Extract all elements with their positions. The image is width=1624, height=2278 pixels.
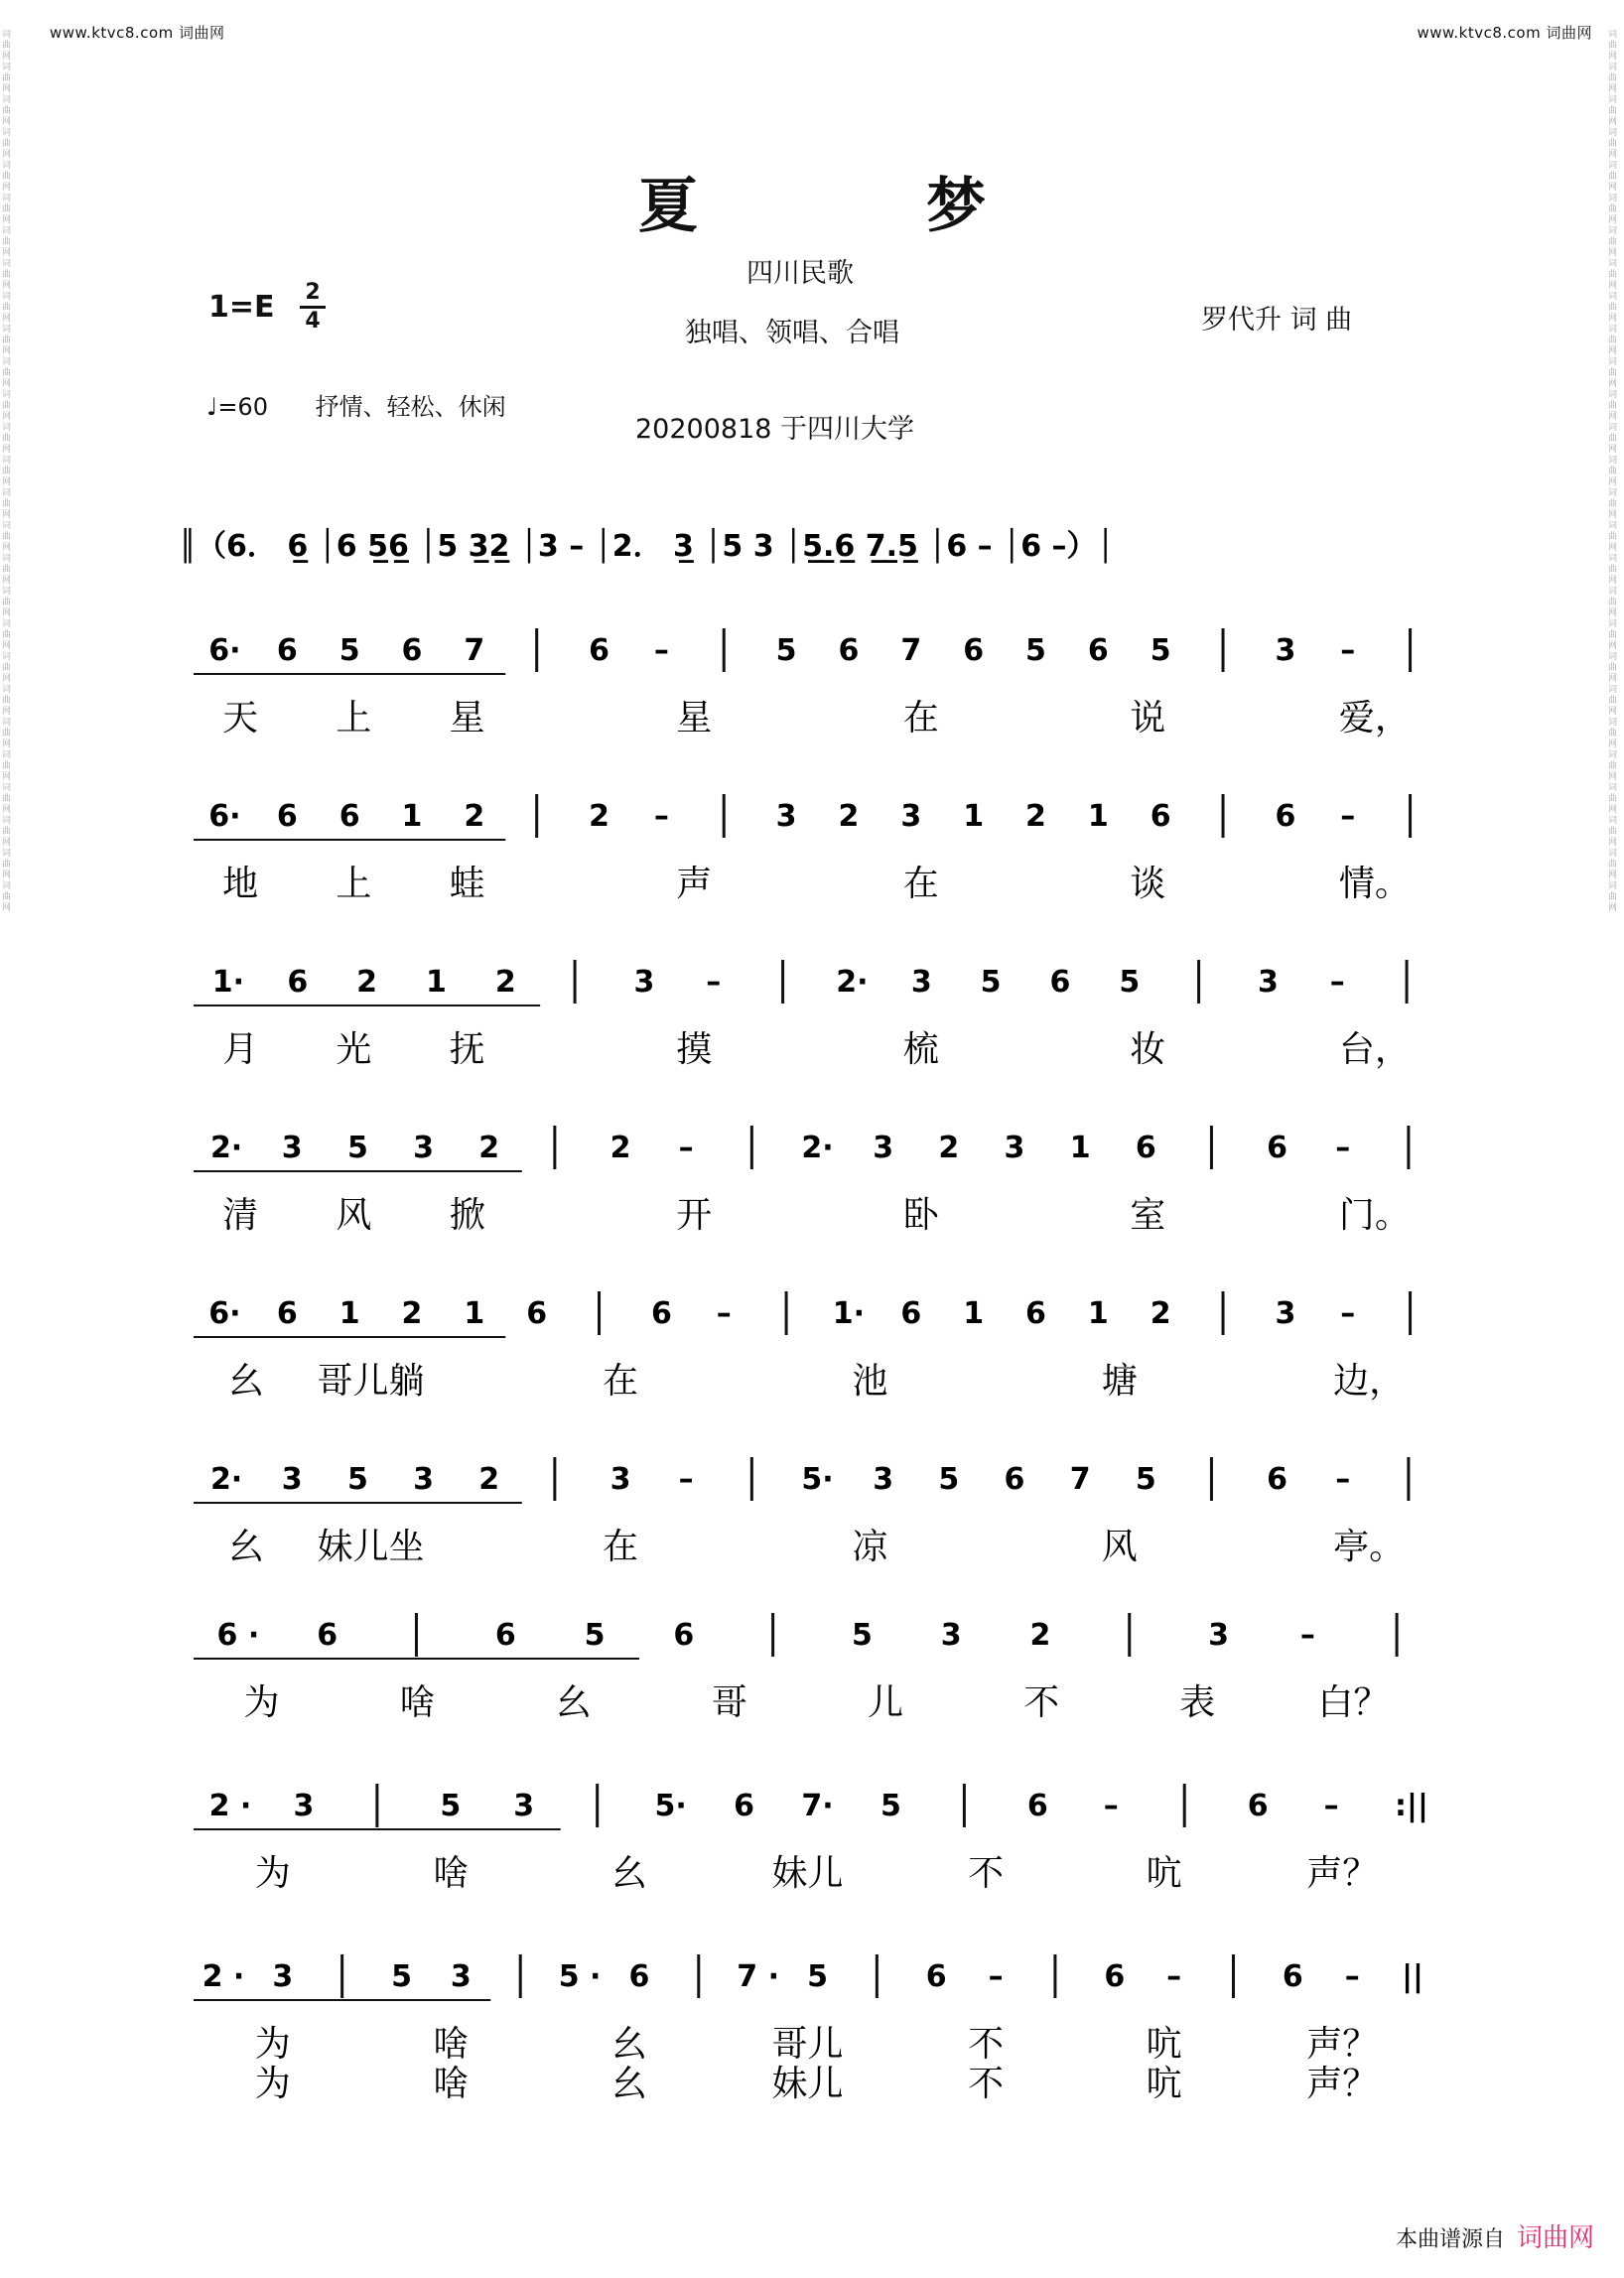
- score-note: –: [706, 965, 722, 1000]
- lyric: 为: [254, 1853, 291, 1894]
- lyric: 哥儿: [771, 2024, 844, 2065]
- score-note: 3: [281, 1462, 303, 1497]
- time-signature-bottom: 4: [305, 309, 321, 334]
- lyric: 妹儿: [771, 1853, 844, 1894]
- score-note: 3: [609, 1462, 631, 1497]
- lyric: 门。: [1338, 1195, 1411, 1236]
- score-note: 5: [775, 633, 797, 668]
- score-note: 5: [1135, 1462, 1156, 1497]
- lyric: 在: [602, 1361, 638, 1402]
- score-note: 6·: [208, 799, 241, 834]
- lyric: 说: [1130, 698, 1166, 738]
- score-note: 7·: [801, 1789, 834, 1823]
- score-note: 3: [633, 965, 655, 1000]
- score-note: 3: [513, 1789, 535, 1823]
- score-note: 3: [775, 799, 797, 834]
- final-barline: :||: [1395, 1789, 1428, 1823]
- footer-site: 词曲网: [1516, 2223, 1594, 2253]
- page-title: 夏梦: [638, 172, 1214, 241]
- score-note: 5: [938, 1462, 960, 1497]
- score-note: 6: [276, 1296, 298, 1331]
- lyric: 星: [676, 698, 713, 738]
- score-note: 5·: [801, 1462, 834, 1497]
- score-note: 6: [650, 1296, 672, 1331]
- score-note: 3: [293, 1789, 315, 1823]
- score-note: –: [678, 1131, 694, 1165]
- lyric: 抚: [449, 1029, 485, 1070]
- score-note: 2: [1029, 1618, 1051, 1653]
- score-note: 2: [356, 965, 378, 1000]
- lyric: 幺: [227, 1361, 264, 1402]
- score-note: –: [678, 1462, 694, 1497]
- lyric: 风: [336, 1195, 372, 1236]
- lyric-second-verse: 妹儿: [771, 2064, 844, 2104]
- author: 罗代升 词 曲: [1201, 305, 1353, 335]
- score-note: 6: [287, 965, 309, 1000]
- score-note: 5: [880, 1789, 901, 1823]
- score-note: 6: [317, 1618, 338, 1653]
- score-note: 2: [838, 799, 860, 834]
- score-note: 2 ·: [202, 1959, 245, 1994]
- lyric: 谈: [1130, 864, 1166, 904]
- lyric: 啥: [433, 2024, 470, 2065]
- lyric: 白？: [1317, 1682, 1390, 1723]
- lyric: 蛙: [449, 864, 485, 904]
- score-note: 3: [873, 1131, 894, 1165]
- lyric: 不: [968, 2024, 1005, 2065]
- score-note: 5 ·: [558, 1959, 602, 1994]
- score-note: 3: [413, 1131, 434, 1165]
- score-note: –: [1340, 633, 1356, 668]
- lyric: 开: [676, 1195, 713, 1236]
- score-note: 3: [873, 1462, 894, 1497]
- performance-type: 独唱、领唱、合唱: [685, 318, 899, 348]
- lyric: 啥: [433, 1853, 470, 1894]
- lyric: 凉: [852, 1527, 888, 1567]
- lyric-second-verse: 幺: [610, 2064, 647, 2104]
- score-note: 3: [900, 799, 922, 834]
- lyric: 幺: [227, 1527, 264, 1567]
- score-note: 2: [464, 799, 485, 834]
- score-note: 2: [938, 1131, 960, 1165]
- lyric: 吭: [1146, 1853, 1182, 1894]
- lyric: 在: [902, 864, 939, 904]
- score-note: 5: [440, 1789, 462, 1823]
- score-note: 5: [338, 633, 360, 668]
- score-note: 5: [391, 1959, 412, 1994]
- lyric: 为: [243, 1682, 280, 1723]
- score-note: 1: [338, 1296, 360, 1331]
- score-note: 3: [1004, 1131, 1025, 1165]
- score-note: 5: [851, 1618, 873, 1653]
- score-note: 6: [276, 799, 298, 834]
- lyric: 地: [222, 864, 259, 904]
- score-note: 6: [1135, 1131, 1156, 1165]
- lyric: 室: [1130, 1195, 1166, 1236]
- lyric-second-verse: 啥: [433, 2064, 470, 2104]
- score-note: 5: [1150, 633, 1171, 668]
- lyric: 塘: [1101, 1361, 1138, 1402]
- score-note: 1: [963, 799, 985, 834]
- lyric-second-verse: 不: [968, 2064, 1005, 2104]
- lyric-second-verse: 声？: [1306, 2064, 1379, 2104]
- lyric: 清: [222, 1195, 259, 1236]
- score-note: 2: [1150, 1296, 1171, 1331]
- score-note: –: [1335, 1462, 1351, 1497]
- lyric-second-verse: 为: [254, 2064, 291, 2104]
- score-note: 6: [589, 633, 609, 668]
- score-note: 2·: [801, 1131, 834, 1165]
- score-note: 6: [1087, 633, 1109, 668]
- score-note: 1·: [211, 965, 245, 1000]
- mood: 抒情、轻松、休闲: [315, 393, 506, 421]
- score-note: 7: [464, 633, 485, 668]
- lyric: 为: [254, 2024, 291, 2065]
- score-note: 1·: [832, 1296, 866, 1331]
- score-note: 5: [1119, 965, 1141, 1000]
- score-note: 1: [1087, 1296, 1109, 1331]
- lyric: 妆: [1130, 1029, 1166, 1070]
- score-note: 1: [464, 1296, 485, 1331]
- lyric: 在: [902, 698, 939, 738]
- lyric: 儿: [868, 1682, 904, 1723]
- lyric: 亭。: [1333, 1527, 1406, 1567]
- score-note: 3: [1275, 1296, 1296, 1331]
- score-note: 2·: [209, 1462, 243, 1497]
- lyric: 哥: [711, 1682, 747, 1723]
- score-note: 6: [1104, 1959, 1126, 1994]
- lyric: 吭: [1146, 2024, 1182, 2065]
- score-note: 3: [272, 1959, 294, 1994]
- lyric: 光: [336, 1029, 372, 1070]
- score-note: 6: [276, 633, 298, 668]
- score-note: 5: [1025, 633, 1046, 668]
- score-note: 5: [346, 1131, 368, 1165]
- score-note: –: [1340, 1296, 1356, 1331]
- lyric-second-verse: 吭: [1146, 2064, 1182, 2104]
- footer-credit: [1396, 2217, 1594, 2254]
- score-note: 5: [346, 1462, 368, 1497]
- lyric: 边，: [1333, 1361, 1406, 1402]
- score-note: 1: [425, 965, 447, 1000]
- score-note: –: [1299, 1618, 1315, 1653]
- score-note: 6: [1282, 1959, 1303, 1994]
- lyric: 幺: [610, 1853, 647, 1894]
- score-note: 1: [963, 1296, 985, 1331]
- lyric: 摸: [676, 1029, 713, 1070]
- lyric: 情。: [1338, 864, 1411, 904]
- score-note: 3: [281, 1131, 303, 1165]
- score-note: 6: [1049, 965, 1071, 1000]
- score-note: 2: [494, 965, 516, 1000]
- score-note: 6: [1267, 1131, 1288, 1165]
- final-barline: ||: [1402, 1959, 1423, 1994]
- song-origin: 四川民歌: [746, 258, 854, 289]
- score-note: 2·: [836, 965, 869, 1000]
- lyric: 表: [1179, 1682, 1216, 1723]
- score-note: 7: [900, 633, 922, 668]
- score-note: 7: [1069, 1462, 1091, 1497]
- score-note: 5: [980, 965, 1002, 1000]
- score-note: 2: [478, 1462, 500, 1497]
- footer-source: 本曲谱源自: [1395, 2227, 1505, 2252]
- lyric: 台，: [1338, 1029, 1411, 1070]
- score-note: –: [1340, 799, 1356, 834]
- lyric: 妹儿坐: [317, 1527, 425, 1567]
- lyric: 幺: [555, 1682, 592, 1723]
- score-note: 1: [1069, 1131, 1091, 1165]
- score-note: 6: [925, 1959, 947, 1994]
- score-note: 6: [1026, 1789, 1048, 1823]
- score-note: 2: [1025, 799, 1046, 834]
- lyric: 上: [336, 864, 372, 904]
- date-place: 20200818 于四川大学: [635, 414, 915, 445]
- score-note: –: [1103, 1789, 1119, 1823]
- intro-line: ║（6． 6̲ │6 5̲6̲ │5 3̲2̲ │3 – │2． 3̲ │5 3 │5̲.̲6̲ 7̲.̲5̲ │6 – │6 –）│: [179, 529, 1115, 564]
- lyric: 声？: [1306, 2024, 1379, 2065]
- lyric: 池: [852, 1361, 888, 1402]
- score-note: –: [653, 633, 669, 668]
- score-note: 6: [526, 1296, 548, 1331]
- score-note: 3: [1208, 1618, 1229, 1653]
- lyric: 啥: [399, 1682, 436, 1723]
- score-note: 6 ·: [216, 1618, 260, 1653]
- score-note: –: [1166, 1959, 1182, 1994]
- score-note: 6: [734, 1789, 754, 1823]
- score-note: 3: [940, 1618, 962, 1653]
- lyric: 天: [222, 698, 259, 738]
- lyric: 卧: [902, 1195, 939, 1236]
- lyric: 星: [449, 698, 485, 738]
- score-note: 6: [1247, 1789, 1269, 1823]
- score-note: 6·: [208, 1296, 241, 1331]
- score-note: 2: [401, 1296, 423, 1331]
- score-note: 6: [628, 1959, 650, 1994]
- score-note: 5: [584, 1618, 606, 1653]
- lyric: 梳: [902, 1029, 939, 1070]
- score-note: 6: [838, 633, 860, 668]
- score-note: 6: [1267, 1462, 1288, 1497]
- score-note: –: [716, 1296, 732, 1331]
- score-note: –: [1329, 965, 1345, 1000]
- score-note: 5: [807, 1959, 828, 1994]
- score-note: 6: [338, 799, 360, 834]
- lyric: 风: [1101, 1527, 1138, 1567]
- score-note: 2: [478, 1131, 500, 1165]
- score-note: 6: [673, 1618, 695, 1653]
- score-note: –: [653, 799, 669, 834]
- score-note: 2: [589, 799, 609, 834]
- lyric: 月: [222, 1029, 259, 1070]
- score-note: 6·: [208, 633, 241, 668]
- score-note: 2 ·: [208, 1789, 252, 1823]
- score-note: 2·: [209, 1131, 243, 1165]
- lyric: 不: [1023, 1682, 1060, 1723]
- lyric: 哥儿躺: [317, 1361, 425, 1402]
- right-side-watermark: 词曲网词曲网词曲网词曲网词曲网词曲网词曲网词曲网词曲网词曲网词曲网词曲网词曲网词曲网词曲网词曲网词曲网词曲网词曲网词曲网词曲网词曲网词曲网词曲网词曲网词曲网词曲网: [1608, 30, 1618, 913]
- score-note: 6: [963, 633, 985, 668]
- lyric: 掀: [449, 1195, 485, 1236]
- score-note: 1: [401, 799, 423, 834]
- score-note: 3: [1257, 965, 1279, 1000]
- score-note: 3: [1275, 633, 1296, 668]
- lyric: 上: [336, 698, 372, 738]
- lyric: 爱，: [1338, 698, 1411, 738]
- header-right-watermark: www.ktvc8.com 词曲网: [1417, 24, 1592, 42]
- score-note: 3: [413, 1462, 434, 1497]
- score-note: 1: [1087, 799, 1109, 834]
- score-note: 3: [910, 965, 932, 1000]
- score-note: 6: [494, 1618, 516, 1653]
- score-note: 6: [900, 1296, 922, 1331]
- key-signature: 1=E: [208, 290, 275, 325]
- score-note: 5·: [654, 1789, 687, 1823]
- lyric: 在: [602, 1527, 638, 1567]
- left-side-watermark: 词曲网词曲网词曲网词曲网词曲网词曲网词曲网词曲网词曲网词曲网词曲网词曲网词曲网词曲网词曲网词曲网词曲网词曲网词曲网词曲网词曲网词曲网词曲网词曲网词曲网词曲网词曲网: [2, 30, 12, 913]
- score-note: –: [988, 1959, 1004, 1994]
- score-note: –: [1335, 1131, 1351, 1165]
- score-note: 6: [1025, 1296, 1046, 1331]
- header-left-watermark: www.ktvc8.com 词曲网: [50, 24, 225, 42]
- lyric: 幺: [610, 2024, 647, 2065]
- score-note: 6: [1275, 799, 1296, 834]
- score-note: 3: [450, 1959, 472, 1994]
- time-signature-top: 2: [305, 280, 321, 305]
- score-note: –: [1344, 1959, 1360, 1994]
- lyric: 声？: [1306, 1853, 1379, 1894]
- score-note: 6: [401, 633, 423, 668]
- score-note: –: [1323, 1789, 1339, 1823]
- lyric: 不: [968, 1853, 1005, 1894]
- score-note: 2: [609, 1131, 631, 1165]
- tempo-value: ♩=60: [206, 393, 268, 421]
- lyric: 声: [676, 864, 713, 904]
- score-note: 6: [1150, 799, 1171, 834]
- score-note: 6: [1004, 1462, 1025, 1497]
- score-note: 7 ·: [737, 1959, 780, 1994]
